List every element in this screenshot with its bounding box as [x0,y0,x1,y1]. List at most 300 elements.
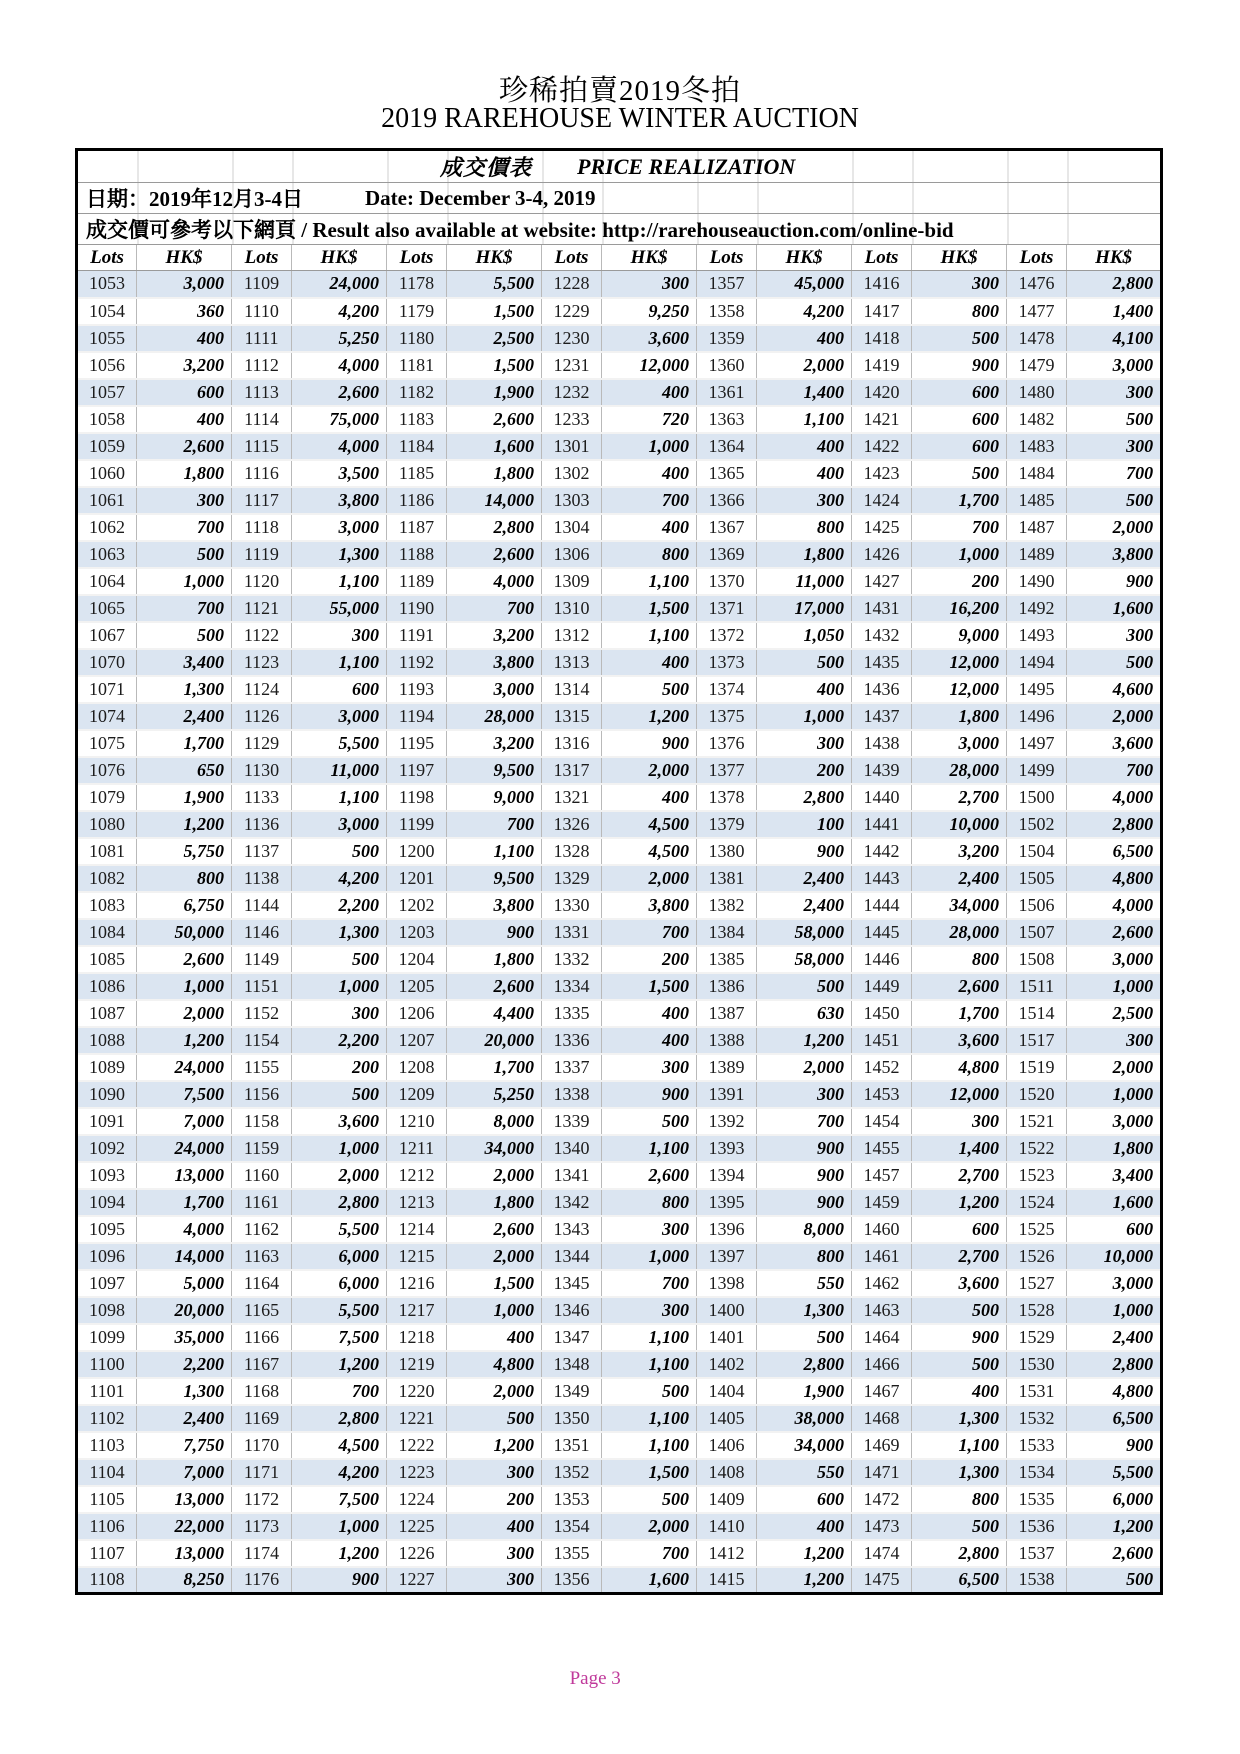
table-row [77,784,1162,811]
price-cell: 3,400 [137,649,232,676]
price-cell: 500 [912,1513,1007,1540]
price-cell: 2,700 [912,1162,1007,1189]
lot-cell: 1178 [387,271,447,298]
lot-cell: 1367 [697,514,757,541]
price-cell: 4,100 [1067,325,1162,352]
lot-cell: 1343 [542,1216,602,1243]
lot-cell: 1473 [852,1513,912,1540]
price-cell: 600 [757,1486,852,1513]
price-cell: 12,000 [602,352,697,379]
lot-cell: 1221 [387,1405,447,1432]
price-cell: 1,700 [137,730,232,757]
price-cell: 22,000 [137,1513,232,1540]
lot-cell: 1460 [852,1216,912,1243]
lot-cell: 1206 [387,1000,447,1027]
price-cell: 2,600 [447,541,542,568]
price-cell: 7,750 [137,1432,232,1459]
price-cell: 1,000 [137,568,232,595]
price-cell: 9,500 [447,865,542,892]
lot-cell: 1412 [697,1540,757,1567]
lot-cell: 1213 [387,1189,447,1216]
lot-cell: 1364 [697,433,757,460]
price-cell: 2,400 [137,1405,232,1432]
lot-cell: 1386 [697,973,757,1000]
price-cell: 400 [757,433,852,460]
lot-cell: 1533 [1007,1432,1067,1459]
table-title-chinese: 成交價表 [440,155,533,180]
lot-cell: 1392 [697,1108,757,1135]
lot-cell: 1522 [1007,1135,1067,1162]
price-cell: 1,800 [447,1189,542,1216]
lot-cell: 1345 [542,1270,602,1297]
table-row [77,811,1162,838]
lot-cell: 1223 [387,1459,447,1486]
lot-cell: 1375 [697,703,757,730]
price-cell: 300 [292,1000,387,1027]
price-cell: 900 [757,1189,852,1216]
lot-cell: 1351 [542,1432,602,1459]
price-cell: 8,000 [447,1108,542,1135]
price-cell: 1,200 [912,1189,1007,1216]
price-cell: 1,000 [1067,973,1162,1000]
lot-cell: 1225 [387,1513,447,1540]
lot-cell: 1119 [232,541,292,568]
price-cell: 1,600 [447,433,542,460]
price-cell: 500 [447,1405,542,1432]
lot-cell: 1186 [387,487,447,514]
lot-cell: 1493 [1007,622,1067,649]
lot-cell: 1103 [77,1432,137,1459]
lot-cell: 1332 [542,946,602,973]
lot-cell: 1396 [697,1216,757,1243]
lot-cell: 1329 [542,865,602,892]
price-cell: 8,250 [137,1567,232,1594]
lot-cell: 1431 [852,595,912,622]
price-cell: 1,100 [602,1351,697,1378]
lot-cell: 1126 [232,703,292,730]
price-cell: 1,000 [757,703,852,730]
price-cell: 1,400 [912,1135,1007,1162]
lot-cell: 1312 [542,622,602,649]
lot-cell: 1117 [232,487,292,514]
lot-cell: 1358 [697,298,757,325]
column-header-hk: HK$ [757,245,852,271]
lot-cell: 1497 [1007,730,1067,757]
price-cell: 34,000 [757,1432,852,1459]
price-cell: 6,500 [1067,838,1162,865]
price-cell: 800 [912,946,1007,973]
lot-cell: 1395 [697,1189,757,1216]
price-cell: 200 [757,757,852,784]
lot-cell: 1233 [542,406,602,433]
price-cell: 900 [602,1081,697,1108]
lot-cell: 1179 [387,298,447,325]
table-title-english: PRICE REALIZATION [577,153,796,179]
lot-cell: 1218 [387,1324,447,1351]
lots-table-body [77,150,1162,1594]
price-cell: 2,400 [137,703,232,730]
price-cell: 900 [757,1135,852,1162]
price-cell: 900 [912,1324,1007,1351]
table-row [77,676,1162,703]
lot-cell: 1176 [232,1567,292,1594]
lot-cell: 1487 [1007,514,1067,541]
lot-cell: 1437 [852,703,912,730]
price-cell: 6,000 [1067,1486,1162,1513]
price-cell: 900 [912,352,1007,379]
lot-cell: 1099 [77,1324,137,1351]
price-cell: 2,400 [912,865,1007,892]
lot-cell: 1183 [387,406,447,433]
price-cell: 1,300 [757,1297,852,1324]
lot-cell: 1337 [542,1054,602,1081]
price-cell: 1,000 [137,973,232,1000]
lot-cell: 1171 [232,1459,292,1486]
price-cell: 3,000 [1067,1270,1162,1297]
lot-cell: 1098 [77,1297,137,1324]
lot-cell: 1354 [542,1513,602,1540]
lot-cell: 1404 [697,1378,757,1405]
price-cell: 3,000 [292,514,387,541]
lot-cell: 1187 [387,514,447,541]
price-cell: 700 [447,811,542,838]
lot-cell: 1208 [387,1054,447,1081]
table-row [77,1351,1162,1378]
price-cell: 700 [602,1270,697,1297]
lot-cell: 1136 [232,811,292,838]
table-row [77,1027,1162,1054]
lot-cell: 1065 [77,595,137,622]
lot-cell: 1190 [387,595,447,622]
table-row [77,892,1162,919]
price-cell: 2,600 [292,379,387,406]
lot-cell: 1062 [77,514,137,541]
lot-cell: 1084 [77,919,137,946]
lot-cell: 1520 [1007,1081,1067,1108]
website-row [77,214,1162,245]
lot-cell: 1138 [232,865,292,892]
price-cell: 1,100 [602,622,697,649]
price-cell: 100 [757,811,852,838]
lot-cell: 1477 [1007,298,1067,325]
lot-cell: 1151 [232,973,292,1000]
lot-cell: 1159 [232,1135,292,1162]
lot-cell: 1118 [232,514,292,541]
price-cell: 2,500 [447,325,542,352]
price-cell: 200 [292,1054,387,1081]
lot-cell: 1101 [77,1378,137,1405]
price-cell: 2,600 [1067,919,1162,946]
lot-cell: 1173 [232,1513,292,1540]
price-cell: 3,600 [912,1270,1007,1297]
lot-cell: 1432 [852,622,912,649]
lot-cell: 1502 [1007,811,1067,838]
lot-cell: 1504 [1007,838,1067,865]
price-cell: 5,500 [292,730,387,757]
price-cell: 1,500 [602,1459,697,1486]
lot-cell: 1097 [77,1270,137,1297]
price-cell: 14,000 [447,487,542,514]
lot-cell: 1519 [1007,1054,1067,1081]
lot-cell: 1352 [542,1459,602,1486]
price-cell: 2,800 [912,1540,1007,1567]
price-cell: 3,200 [137,352,232,379]
price-cell: 3,000 [1067,352,1162,379]
price-cell: 2,000 [447,1162,542,1189]
price-cell: 630 [757,1000,852,1027]
price-cell: 500 [137,541,232,568]
price-cell: 2,800 [1067,811,1162,838]
price-cell: 800 [757,514,852,541]
price-cell: 500 [912,460,1007,487]
lot-cell: 1469 [852,1432,912,1459]
lot-cell: 1394 [697,1162,757,1189]
price-cell: 800 [137,865,232,892]
lot-cell: 1198 [387,784,447,811]
price-cell: 2,000 [757,1054,852,1081]
lot-cell: 1517 [1007,1027,1067,1054]
price-cell: 700 [912,514,1007,541]
price-cell: 800 [602,1189,697,1216]
price-cell: 5,500 [292,1216,387,1243]
lot-cell: 1445 [852,919,912,946]
price-cell: 7,500 [137,1081,232,1108]
lot-cell: 1356 [542,1567,602,1594]
lot-cell: 1144 [232,892,292,919]
lot-cell: 1453 [852,1081,912,1108]
price-cell: 1,500 [447,1270,542,1297]
price-cell: 400 [757,460,852,487]
price-cell: 11,000 [292,757,387,784]
lot-cell: 1514 [1007,1000,1067,1027]
lot-cell: 1535 [1007,1486,1067,1513]
lot-cell: 1532 [1007,1405,1067,1432]
table-row [77,1540,1162,1567]
price-cell: 2,600 [1067,1540,1162,1567]
lot-cell: 1182 [387,379,447,406]
lot-cell: 1450 [852,1000,912,1027]
date-label-chinese: 日期：2019年12月3-4日 [86,187,303,211]
price-cell: 200 [602,946,697,973]
price-cell: 500 [912,1351,1007,1378]
lot-cell: 1156 [232,1081,292,1108]
price-cell: 1,800 [447,460,542,487]
table-row [77,433,1162,460]
lot-cell: 1194 [387,703,447,730]
price-cell: 1,200 [292,1540,387,1567]
lot-cell: 1201 [387,865,447,892]
price-cell: 3,000 [137,271,232,298]
price-cell: 700 [757,1108,852,1135]
table-row [77,1162,1162,1189]
lot-cell: 1129 [232,730,292,757]
page-title-english: 2019 RAREHOUSE WINTER AUCTION [381,103,859,134]
lot-cell: 1475 [852,1567,912,1594]
price-cell: 3,800 [447,892,542,919]
price-cell: 4,500 [292,1432,387,1459]
table-row [77,568,1162,595]
price-cell: 34,000 [912,892,1007,919]
lot-cell: 1057 [77,379,137,406]
price-cell: 600 [292,676,387,703]
table-row [77,973,1162,1000]
price-cell: 800 [602,541,697,568]
price-cell: 700 [1067,757,1162,784]
price-cell: 2,700 [912,784,1007,811]
price-cell: 2,800 [757,784,852,811]
price-cell: 2,000 [602,1513,697,1540]
price-cell: 4,000 [447,568,542,595]
price-cell: 300 [447,1540,542,1567]
lot-cell: 1489 [1007,541,1067,568]
lot-cell: 1188 [387,541,447,568]
price-cell: 5,250 [292,325,387,352]
price-cell: 6,500 [912,1567,1007,1594]
price-cell: 500 [757,649,852,676]
lot-cell: 1192 [387,649,447,676]
price-cell: 500 [602,676,697,703]
lot-cell: 1382 [697,892,757,919]
lot-cell: 1226 [387,1540,447,1567]
price-cell: 1,800 [757,541,852,568]
price-cell: 400 [757,676,852,703]
table-row [77,1297,1162,1324]
price-cell: 4,200 [292,1459,387,1486]
table-row [77,703,1162,730]
price-cell: 300 [757,487,852,514]
lot-cell: 1314 [542,676,602,703]
lot-cell: 1204 [387,946,447,973]
lot-cell: 1426 [852,541,912,568]
price-cell: 300 [1067,433,1162,460]
price-cell: 3,200 [447,730,542,757]
lot-cell: 1059 [77,433,137,460]
lot-cell: 1348 [542,1351,602,1378]
lot-cell: 1079 [77,784,137,811]
price-cell: 500 [602,1486,697,1513]
lot-cell: 1449 [852,973,912,1000]
price-cell: 1,200 [1067,1513,1162,1540]
lot-cell: 1146 [232,919,292,946]
lot-cell: 1402 [697,1351,757,1378]
price-cell: 9,250 [602,298,697,325]
price-cell: 500 [292,1081,387,1108]
price-cell: 300 [447,1567,542,1594]
lot-cell: 1306 [542,541,602,568]
table-row [77,1000,1162,1027]
lot-cell: 1228 [542,271,602,298]
price-cell: 1,200 [602,703,697,730]
price-cell: 4,000 [137,1216,232,1243]
lot-cell: 1397 [697,1243,757,1270]
price-cell: 3,500 [292,460,387,487]
lot-cell: 1116 [232,460,292,487]
table-row [77,1135,1162,1162]
lot-cell: 1185 [387,460,447,487]
price-cell: 13,000 [137,1162,232,1189]
lot-cell: 1385 [697,946,757,973]
lot-cell: 1467 [852,1378,912,1405]
price-cell: 4,800 [447,1351,542,1378]
lot-cell: 1169 [232,1405,292,1432]
price-cell: 1,200 [757,1540,852,1567]
lot-cell: 1096 [77,1243,137,1270]
lot-cell: 1534 [1007,1459,1067,1486]
table-row [77,1432,1162,1459]
table-row [77,595,1162,622]
lot-cell: 1485 [1007,487,1067,514]
price-cell: 1,400 [1067,298,1162,325]
column-header-lots: Lots [232,245,292,271]
column-header-hk: HK$ [447,245,542,271]
lot-cell: 1454 [852,1108,912,1135]
price-cell: 5,250 [447,1081,542,1108]
lot-cell: 1363 [697,406,757,433]
lot-cell: 1230 [542,325,602,352]
price-cell: 300 [447,1459,542,1486]
price-cell: 300 [912,1108,1007,1135]
price-cell: 500 [1067,487,1162,514]
table-row [77,1405,1162,1432]
price-cell: 1,000 [292,1135,387,1162]
price-cell: 1,000 [1067,1081,1162,1108]
lot-cell: 1166 [232,1324,292,1351]
table-row [77,865,1162,892]
lot-cell: 1149 [232,946,292,973]
price-cell: 600 [912,1216,1007,1243]
column-header-hk: HK$ [292,245,387,271]
lot-cell: 1410 [697,1513,757,1540]
lot-cell: 1181 [387,352,447,379]
price-cell: 600 [912,433,1007,460]
price-cell: 2,000 [447,1243,542,1270]
lot-cell: 1209 [387,1081,447,1108]
price-cell: 2,000 [1067,703,1162,730]
price-cell: 700 [292,1378,387,1405]
price-cell: 1,700 [137,1189,232,1216]
price-cell: 550 [757,1459,852,1486]
lot-cell: 1500 [1007,784,1067,811]
price-cell: 700 [1067,460,1162,487]
lot-cell: 1527 [1007,1270,1067,1297]
price-cell: 900 [1067,568,1162,595]
price-cell: 1,000 [1067,1297,1162,1324]
lot-cell: 1064 [77,568,137,595]
lot-cell: 1152 [232,1000,292,1027]
lot-cell: 1443 [852,865,912,892]
price-cell: 700 [602,487,697,514]
price-cell: 6,500 [1067,1405,1162,1432]
table-title-row [77,150,1162,183]
lot-cell: 1112 [232,352,292,379]
lot-cell: 1451 [852,1027,912,1054]
lot-cell: 1472 [852,1486,912,1513]
price-cell: 4,600 [1067,676,1162,703]
price-cell: 4,200 [757,298,852,325]
price-cell: 1,000 [292,973,387,1000]
price-cell: 2,600 [602,1162,697,1189]
lot-cell: 1461 [852,1243,912,1270]
price-cell: 5,000 [137,1270,232,1297]
lot-cell: 1464 [852,1324,912,1351]
lot-cell: 1388 [697,1027,757,1054]
lot-cell: 1191 [387,622,447,649]
price-cell: 10,000 [912,811,1007,838]
price-cell: 500 [1067,406,1162,433]
price-cell: 500 [137,622,232,649]
price-cell: 3,600 [292,1108,387,1135]
lot-cell: 1406 [697,1432,757,1459]
